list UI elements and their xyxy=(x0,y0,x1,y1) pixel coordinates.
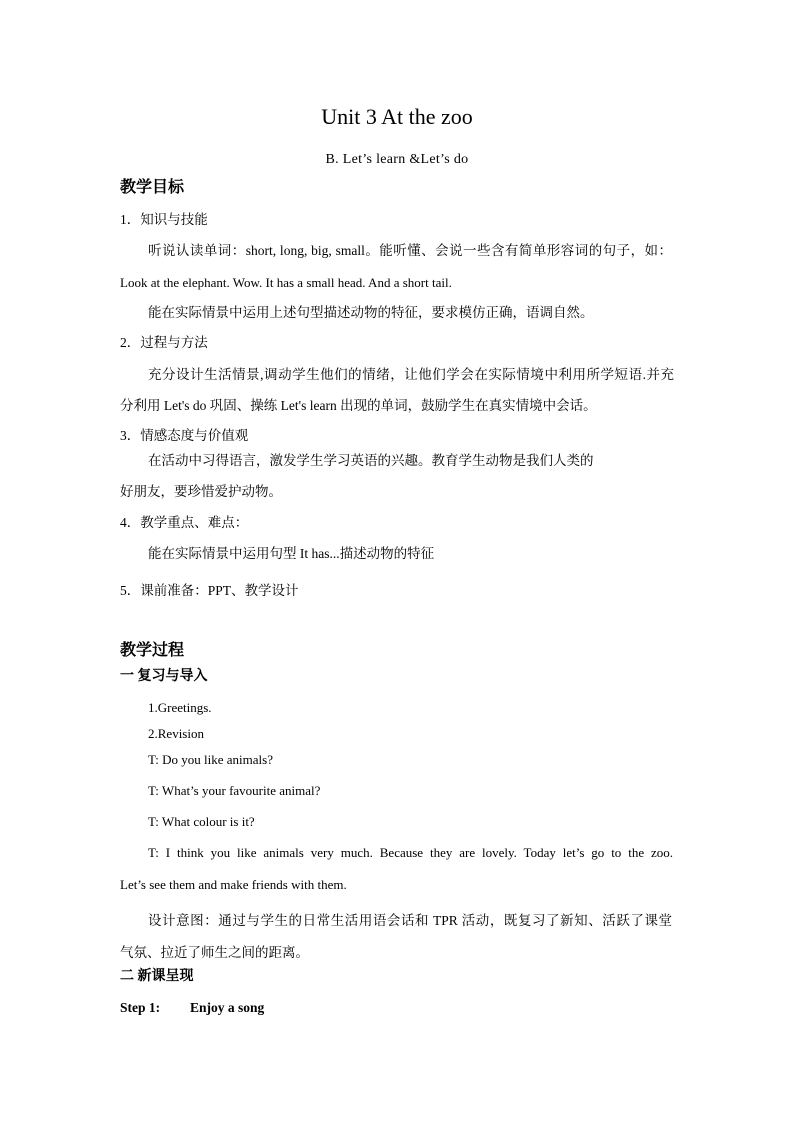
section-2-line-1: 充分设计生活情景,调动学生他们的情绪，让他们学会在实际情境中利用所学短语.并充 xyxy=(148,367,674,382)
step-1-text: Enjoy a song xyxy=(190,1000,265,1015)
section-1-heading: 1．知识与技能 xyxy=(120,212,208,227)
section-3-heading: 3．情感态度与价值观 xyxy=(120,428,249,443)
section-3-line-1: 在活动中习得语言，激发学生学习英语的兴趣。教育学生动物是我们人类的 xyxy=(148,453,594,468)
section-3-line-2: 好朋友，要珍惜爱护动物。 xyxy=(120,484,282,499)
part-1-heading: 一 复习与导入 xyxy=(120,669,208,684)
design-intent-line-2: 气氛、拉近了师生之间的距离。 xyxy=(120,945,309,960)
list-item: T: Do you like animals? xyxy=(148,752,273,767)
page-title: Unit 3 At the zoo xyxy=(321,104,473,129)
list-item: T: What colour is it? xyxy=(148,814,255,829)
section-4-line-1: 能在实际情景中运用句型 It has...描述动物的特征 xyxy=(148,546,435,561)
section-1-paragraph-1-line-2: Look at the elephant. Wow. It has a small head. And a short tail. xyxy=(120,275,452,290)
process-heading: 教学过程 xyxy=(120,642,185,659)
design-intent-line-1: 设计意图：通过与学生的日常生活用语会话和 TPR 活动，既复习了新知、活跃了课堂 xyxy=(148,913,672,928)
section-2-line-2: 分利用 Let's do 巩固、操练 Let's learn 出现的单词，鼓励学生在真实情境中会话。 xyxy=(120,398,597,413)
objectives-heading: 教学目标 xyxy=(120,179,185,196)
section-2-heading: 2．过程与方法 xyxy=(120,335,208,350)
step-1-label: Step 1: xyxy=(120,1000,161,1015)
section-5-line: 5．课前准备：PPT、教学设计 xyxy=(120,583,299,598)
page-subtitle: B. Let’s learn &Let’s do xyxy=(325,152,469,167)
section-4-heading: 4．教学重点、难点： xyxy=(120,515,249,530)
part-2-heading: 二 新课呈现 xyxy=(120,969,194,984)
teacher-line-2: Let’s see them and make friends with them. xyxy=(120,877,347,892)
list-item: 1.Greetings. xyxy=(148,700,212,715)
list-item: T: What’s your favourite animal? xyxy=(148,783,321,798)
list-item: 2.Revision xyxy=(148,726,204,741)
section-1-paragraph-2: 能在实际情景中运用上述句型描述动物的特征，要求模仿正确，语调自然。 xyxy=(148,305,594,320)
section-1-paragraph-1-line-1: 听说认读单词：short, long, big, small。能听懂、会说一些含有简单形容词的句子，如： xyxy=(148,243,672,258)
teacher-line-1: T: I think you like animals very much. Because they are lovely. Today let’s go to the zoo. xyxy=(148,845,673,860)
